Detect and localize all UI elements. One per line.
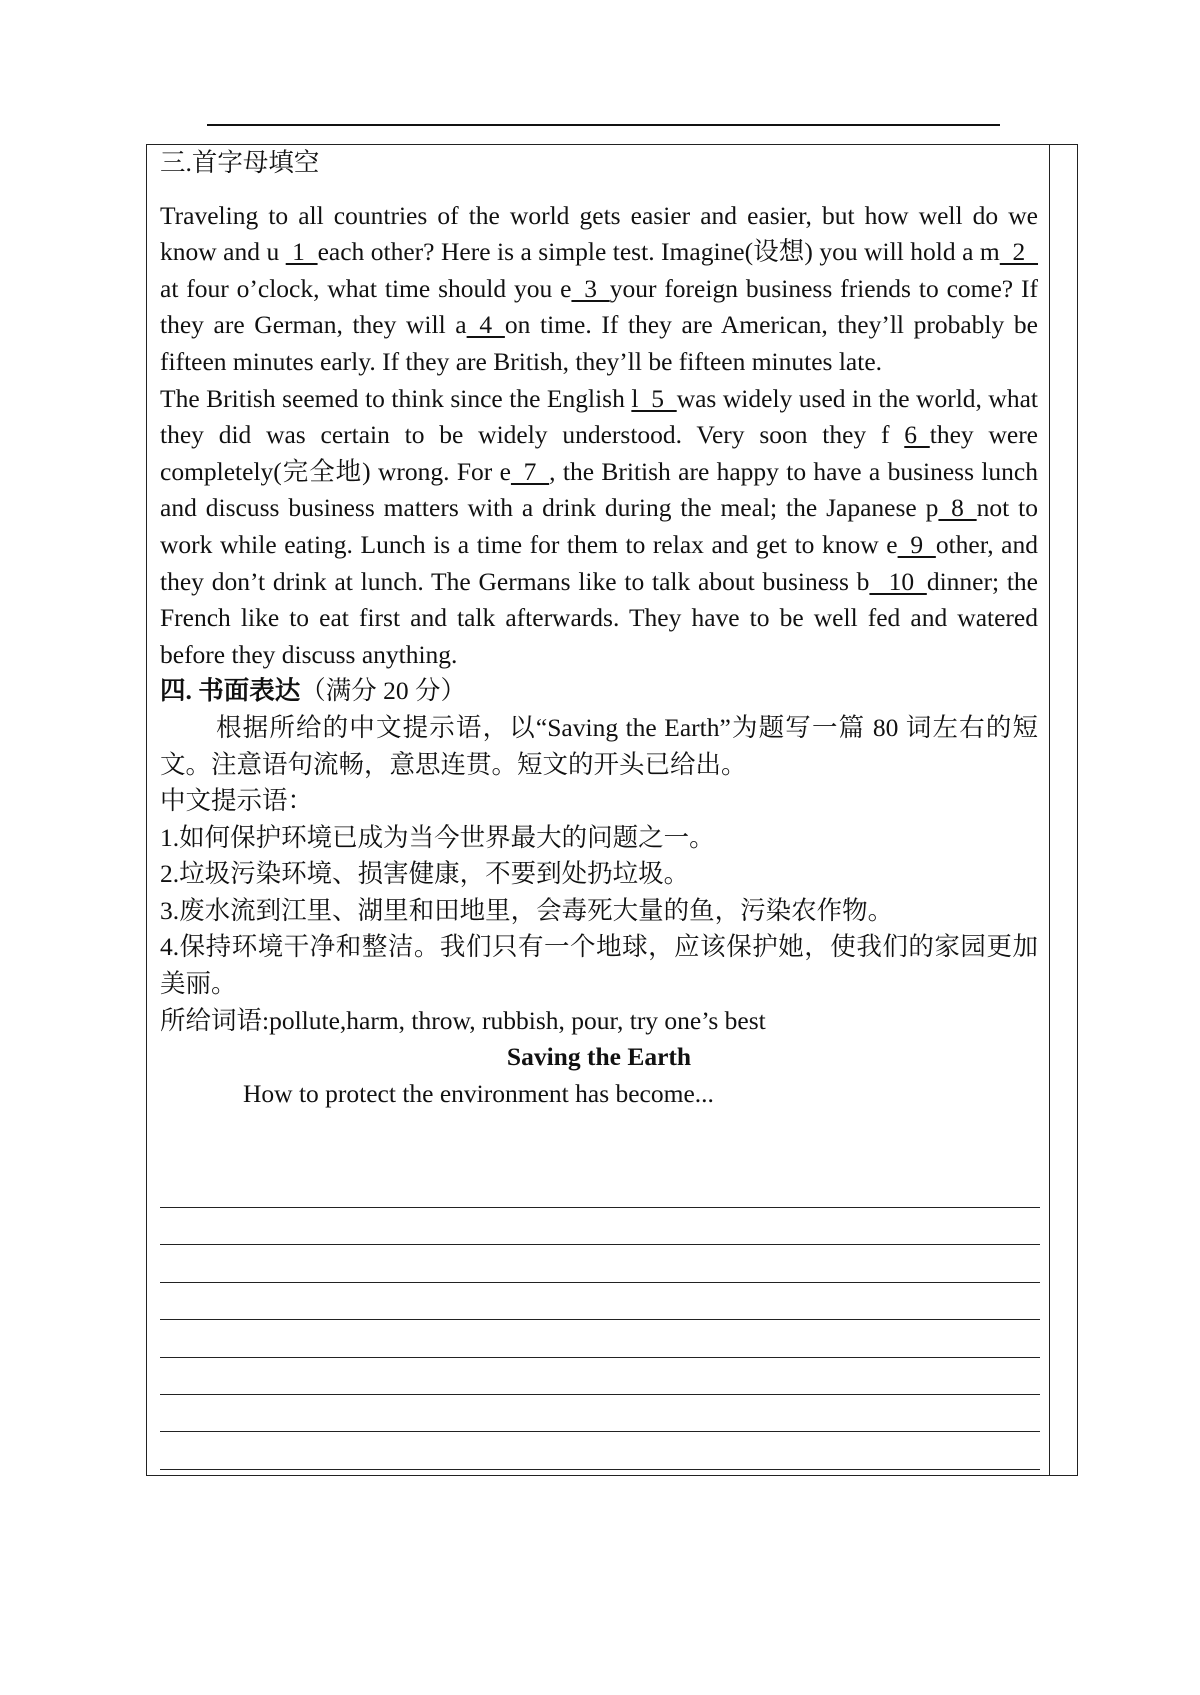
writing-line[interactable]	[160, 1319, 1040, 1320]
hint-1: 1.如何保护环境已成为当今世界最大的问题之一。	[160, 822, 715, 852]
passage-text: dinner; the French like to eat first and talk afterwards. They have to be well fed and watered before they discuss anything.	[160, 566, 1038, 669]
passage-text: on time. If they are American, they’ll probably be fifteen minutes early. If they are British, they’ll be fifteen minutes late.	[160, 310, 1038, 376]
answer-blank[interactable]: 3	[571, 273, 610, 303]
passage-text: they were completely(完全地) wrong. For e	[160, 420, 1039, 486]
essay-title: Saving the Earth	[506, 1042, 692, 1072]
writing-line[interactable]	[160, 1207, 1040, 1208]
section-3-paragraph-2	[160, 381, 1038, 674]
passage-text: your foreign business friends to come? If they are German, they will a	[160, 273, 1038, 340]
answer-blank[interactable]: 7	[510, 456, 550, 486]
answer-blank[interactable]: 10	[869, 566, 927, 596]
writing-lines	[160, 1207, 1040, 1506]
section-4-title-score: （满分 20 分）	[300, 676, 467, 706]
section-3-title: 三.首字母填空	[160, 148, 320, 177]
header-rule	[207, 124, 1000, 126]
passage-text: , the British are happy to have a business lunch and discuss business matters with a drink during the meal; the Japanese p	[160, 456, 1038, 523]
writing-line[interactable]	[160, 1394, 1040, 1395]
passage-text: not to work while eating. Lunch is a time for them to relax and get to know e	[160, 493, 1038, 559]
answer-blank[interactable]: 1	[285, 237, 318, 267]
writing-line[interactable]	[160, 1282, 1040, 1283]
writing-line[interactable]	[160, 1431, 1040, 1432]
answer-blank[interactable]: 9	[897, 529, 936, 559]
passage-text: at four o’clock, what time should you e	[160, 273, 572, 303]
section-4-title	[160, 673, 1038, 710]
hint-2: 2.垃圾污染环境、损害健康，不要到处扔垃圾。	[160, 859, 690, 889]
answer-blank[interactable]: 2	[999, 237, 1039, 267]
answer-blank[interactable]: l 5	[631, 383, 677, 413]
passage-text: was widely used in the world, what they did was certain to be widely understood. Very soon they f	[160, 383, 1038, 450]
hints-label: 中文提示语：	[160, 786, 314, 816]
section-4-instruction: 根据所给的中文提示语，以“Saving the Earth”为题写一篇 80 词左右的短文。注意语句流畅，意思连贯。短文的开头已给出。	[160, 712, 1038, 779]
table-column-divider	[1049, 144, 1050, 1476]
worksheet-content	[160, 145, 1038, 1112]
passage-text: other, and they don’t drink at lunch. The Germans like to talk about business b	[160, 529, 1038, 596]
writing-line[interactable]	[160, 1469, 1040, 1470]
passage-text: each other? Here is a simple test. Imagine(设想) you will hold a m	[317, 237, 1000, 267]
answer-blank[interactable]: 6	[904, 420, 930, 450]
answer-blank[interactable]: 8	[938, 493, 977, 523]
passage-text: Traveling to all countries of the world gets easier and easier, but how well do we know and u	[160, 200, 1038, 267]
hint-3: 3.废水流到江里、湖里和田地里，会毒死大量的鱼，污染农作物。	[160, 895, 894, 925]
given-words: 所给词语:pollute,harm, throw, rubbish, pour, try one’s best	[160, 1005, 766, 1035]
writing-line[interactable]	[160, 1244, 1040, 1245]
hint-4: 4.保持环境干净和整洁。我们只有一个地球，应该保护她，使我们的家园更加美丽。	[160, 932, 1038, 999]
section-4-title-bold: 四. 书面表达	[160, 676, 301, 706]
essay-opening: How to protect the environment has become...	[243, 1078, 714, 1108]
writing-line[interactable]	[160, 1357, 1040, 1358]
answer-blank[interactable]: 4	[466, 310, 505, 340]
passage-text: The British seemed to think since the English	[160, 383, 632, 413]
section-3-paragraph-1	[160, 198, 1038, 381]
